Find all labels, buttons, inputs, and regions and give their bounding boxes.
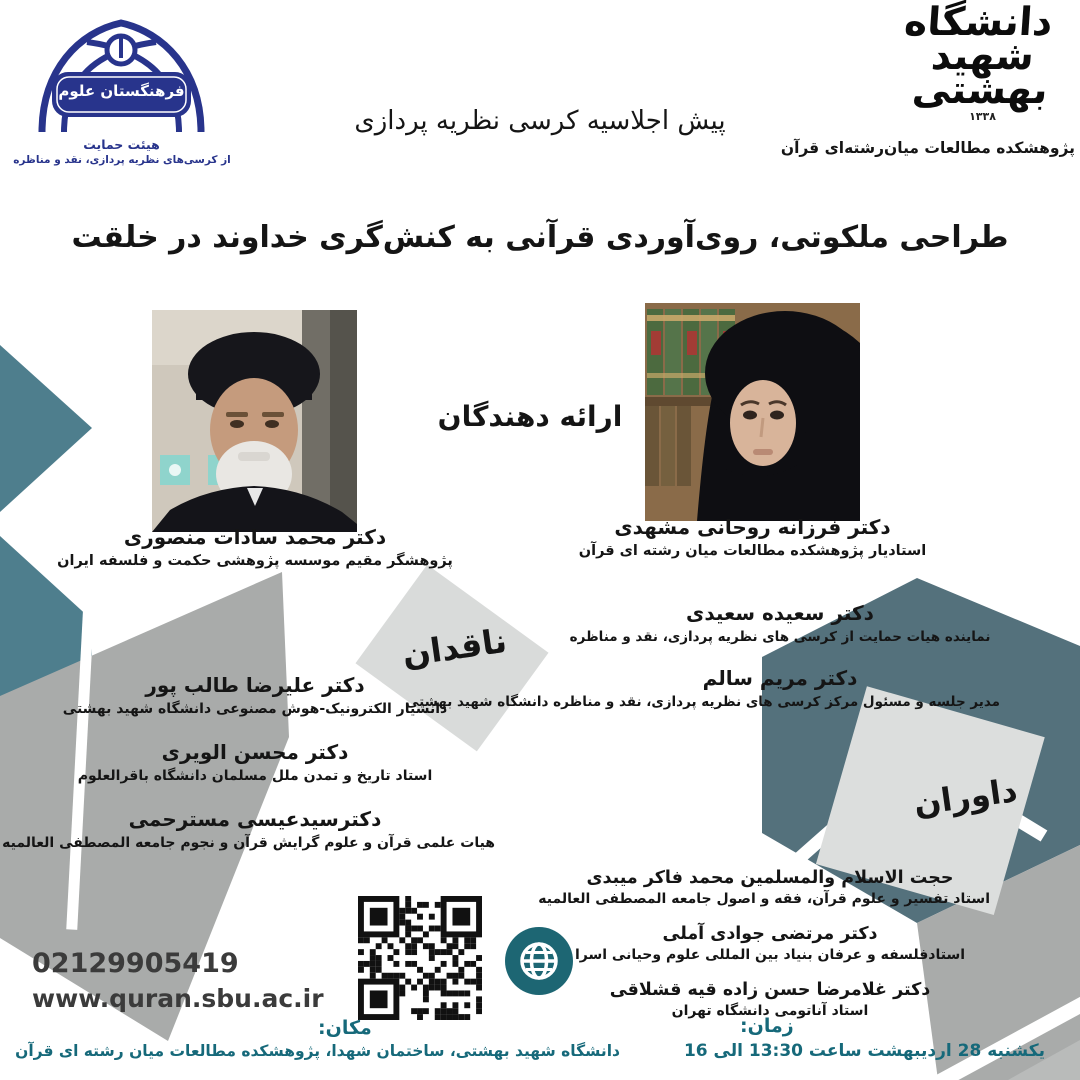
presenter-name: دکتر محمد سادات منصوری (123, 525, 387, 549)
phone-number: 02129905419 (32, 948, 239, 979)
page-title: طراحی ملکوتی، روی‌آوردی قرآنی به کنش‌گری خداوند در خلقت (71, 220, 1009, 255)
website-url: www.quran.sbu.ac.ir (32, 984, 324, 1013)
critic-name: دکتر محسن الویری (161, 740, 349, 764)
panel-member (405, 665, 1000, 712)
judge-name: دکتر مرتضی جوادی آملی (662, 924, 878, 944)
time-label: زمان: (740, 1015, 794, 1037)
critics-list (2, 672, 495, 853)
panel-member-name: دکتر مریم سالم (702, 666, 858, 690)
judge (538, 866, 990, 909)
academy-emblem-icon (24, 10, 219, 135)
university-founding-year: ۱۳۳۸ (969, 110, 996, 123)
judge (550, 922, 990, 965)
university-logo (900, 0, 1065, 141)
critic-affiliation: هیات علمی قرآن و علوم گرایش قرآن و نجوم جامعه المصطفی العالمیه (2, 835, 495, 851)
critic (2, 806, 495, 853)
location-label: مکان: (318, 1017, 372, 1039)
judge-affiliation: استاد آناتومی دانشگاه تهران (671, 1003, 869, 1019)
presession-label: پیش اجلاسیه کرسی نظریه پردازی (354, 106, 726, 136)
judge-name: حجت الاسلام والمسلمین محمد فاکر میبدی (586, 868, 954, 888)
presenters-section-label: ارائه دهندگان (437, 400, 623, 433)
institute-name: پژوهشکده مطالعات میان‌رشته‌ای قرآن (780, 139, 1075, 157)
location-value: دانشگاه شهید بهشتی، ساختمان شهدا، پژوهشکده مطالعات میان رشته ای قرآن (15, 1042, 620, 1060)
university-calligraphy-line: شهید (929, 34, 1036, 79)
presenter-affiliation: استادیار پژوهشکده مطالعات میان رشته ای قرآن (578, 543, 927, 559)
presenter-female (535, 514, 970, 562)
university-calligraphy-line: دانشگاه (902, 0, 1054, 45)
presenter-male (15, 524, 495, 572)
panel-member-affiliation: نماینده هیات حمایت از کرسی های نظریه پردازی، نقد و مناظره (569, 629, 991, 645)
presenter-affiliation: پژوهشگر مقیم موسسه پژوهشی حکمت و فلسفه ایران (57, 553, 453, 569)
critic (15, 672, 495, 719)
academy-caption-line1: هیئت حمایت (83, 137, 160, 152)
academy-caption-line2: از کرسی‌های نظریه پردازی، نقد و مناظره (13, 154, 231, 166)
time-value: یکشنبه 28 اردیبهشت ساعت 13:30 الی 16 (683, 1041, 1045, 1061)
panel-member-name: دکتر سعیده سعیدی (686, 601, 874, 625)
presenter-photo-female (645, 303, 860, 521)
judge-affiliation: استاد تفسیر و علوم قرآن، فقه و اصول جامعه المصطفی العالمیه (538, 891, 990, 907)
academy-of-sciences-logo (13, 10, 231, 180)
university-calligraphy (902, 0, 1054, 113)
judges-section-label: داوران (911, 770, 1020, 824)
panel-member (560, 600, 1000, 647)
panel-member-affiliation: مدیر جلسه و مسئول مرکز کرسی های نظریه پردازی، نقد و مناظره دانشگاه شهید بهشتی (405, 694, 1000, 710)
judges-list (538, 866, 990, 1021)
qr-code (358, 896, 482, 1020)
university-calligraphy-line: بهشتی (910, 68, 1050, 113)
presenter-name: دکتر فرزانه روحانی مشهدی (614, 515, 891, 539)
critic-affiliation: استاد تاریخ و تمدن ملل مسلمان دانشگاه باقرالعلوم (77, 768, 433, 784)
critic (15, 739, 495, 786)
presenter-photo-male (152, 310, 357, 532)
critic-name: دکتر علیرضا طالب پور (145, 673, 365, 697)
judge-affiliation: استادفلسفه و عرفان بنیاد بین المللی علوم وحیانی اسرا (574, 947, 966, 963)
globe-icon (504, 926, 574, 996)
critic-affiliation: دانشیار الکترونیک-هوش مصنوعی دانشگاه شهید بهشتی (62, 701, 448, 717)
critic-name: دکترسیدعیسی مسترحمی (128, 807, 382, 831)
academy-emblem-name: فرهنگستان علوم (58, 82, 185, 100)
judge-name: دکتر غلامرضا حسن زاده قیه قشلاقی (609, 980, 931, 1000)
critics-section-label: ناقدان (399, 620, 510, 675)
